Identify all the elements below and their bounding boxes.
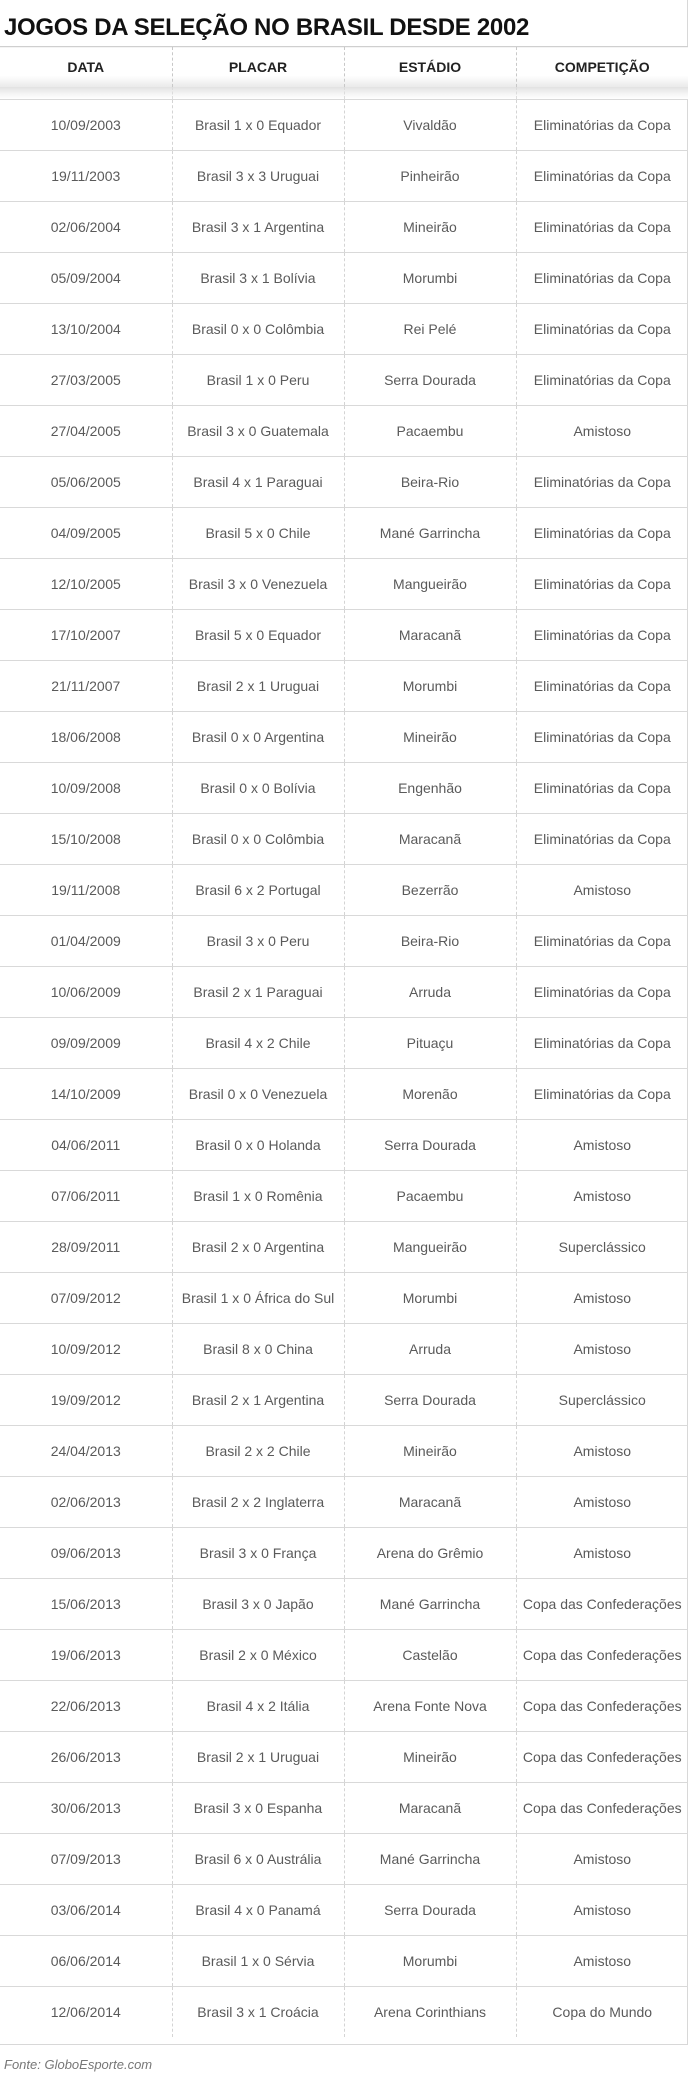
table-row (0, 1528, 688, 1579)
cell-competition: Amistoso (516, 1426, 688, 1477)
cell-score: Brasil 0 x 0 Argentina (172, 712, 344, 763)
table-row (0, 1834, 688, 1885)
cell-date: 15/10/2008 (0, 814, 172, 865)
cell-stadium: Mané Garrincha (344, 1834, 516, 1885)
table-row (0, 814, 688, 865)
cell-score: Brasil 3 x 0 Japão (172, 1579, 344, 1630)
cell-date: 17/10/2007 (0, 610, 172, 661)
cell-competition: Copa das Confederações (516, 1732, 688, 1783)
cell-stadium: Mineirão (344, 712, 516, 763)
table-row (0, 661, 688, 712)
cell-score: Brasil 1 x 0 Sérvia (172, 1936, 344, 1987)
cell-stadium: Pinheirão (344, 151, 516, 202)
cell-score: Brasil 2 x 2 Chile (172, 1426, 344, 1477)
cell-date: 15/06/2013 (0, 1579, 172, 1630)
cell-competition: Eliminatórias da Copa (516, 457, 688, 508)
cell-date: 06/06/2014 (0, 1936, 172, 1987)
cell-score: Brasil 4 x 2 Itália (172, 1681, 344, 1732)
cell-competition: Copa das Confederações (516, 1783, 688, 1834)
cell-competition: Amistoso (516, 1834, 688, 1885)
cell-score: Brasil 6 x 0 Austrália (172, 1834, 344, 1885)
cell-date: 19/11/2008 (0, 865, 172, 916)
table-row (0, 1987, 688, 2038)
cell-competition: Amistoso (516, 865, 688, 916)
table-row (0, 1732, 688, 1783)
cell-stadium: Morumbi (344, 1273, 516, 1324)
cell-stadium: Maracanã (344, 1477, 516, 1528)
table-row (0, 1579, 688, 1630)
cell-competition: Copa das Confederações (516, 1681, 688, 1732)
cell-score: Brasil 1 x 0 Equador (172, 100, 344, 151)
table-row (0, 559, 688, 610)
cell-stadium: Arena Fonte Nova (344, 1681, 516, 1732)
cell-stadium: Rei Pelé (344, 304, 516, 355)
cell-stadium: Morumbi (344, 1936, 516, 1987)
cell-competition: Amistoso (516, 1885, 688, 1936)
cell-date: 05/06/2005 (0, 457, 172, 508)
cell-stadium: Vivaldão (344, 100, 516, 151)
cell-competition: Amistoso (516, 406, 688, 457)
cell-competition: Eliminatórias da Copa (516, 151, 688, 202)
cell-competition: Eliminatórias da Copa (516, 202, 688, 253)
column-header-data: DATA (0, 47, 172, 88)
cell-stadium: Castelão (344, 1630, 516, 1681)
cell-competition: Copa do Mundo (516, 1987, 688, 2038)
cell-stadium: Morumbi (344, 661, 516, 712)
cell-date: 09/09/2009 (0, 1018, 172, 1069)
cell-score: Brasil 2 x 1 Paraguai (172, 967, 344, 1018)
table-row (0, 202, 688, 253)
cell-competition: Eliminatórias da Copa (516, 1018, 688, 1069)
cell-stadium: Mangueirão (344, 559, 516, 610)
table-row (0, 1783, 688, 1834)
cell-score: Brasil 2 x 2 Inglaterra (172, 1477, 344, 1528)
cell-score: Brasil 5 x 0 Chile (172, 508, 344, 559)
header-shadow-row (0, 87, 688, 100)
cell-score: Brasil 4 x 1 Paraguai (172, 457, 344, 508)
table-row (0, 1222, 688, 1273)
cell-score: Brasil 8 x 0 China (172, 1324, 344, 1375)
cell-competition: Eliminatórias da Copa (516, 355, 688, 406)
cell-date: 19/09/2012 (0, 1375, 172, 1426)
cell-competition: Eliminatórias da Copa (516, 1069, 688, 1120)
cell-stadium: Maracanã (344, 814, 516, 865)
cell-score: Brasil 3 x 0 Peru (172, 916, 344, 967)
cell-stadium: Maracanã (344, 1783, 516, 1834)
cell-date: 04/09/2005 (0, 508, 172, 559)
cell-date: 14/10/2009 (0, 1069, 172, 1120)
cell-competition: Eliminatórias da Copa (516, 100, 688, 151)
cell-competition: Eliminatórias da Copa (516, 916, 688, 967)
cell-stadium: Serra Dourada (344, 355, 516, 406)
column-header-estadio: ESTÁDIO (344, 47, 516, 88)
cell-score: Brasil 0 x 0 Holanda (172, 1120, 344, 1171)
cell-score: Brasil 2 x 1 Uruguai (172, 1732, 344, 1783)
table-body (0, 87, 688, 2037)
cell-competition: Eliminatórias da Copa (516, 712, 688, 763)
cell-stadium: Mané Garrincha (344, 508, 516, 559)
cell-competition: Eliminatórias da Copa (516, 661, 688, 712)
cell-date: 07/09/2013 (0, 1834, 172, 1885)
table-row (0, 916, 688, 967)
cell-date: 30/06/2013 (0, 1783, 172, 1834)
table-row (0, 355, 688, 406)
cell-score: Brasil 2 x 1 Uruguai (172, 661, 344, 712)
cell-competition: Eliminatórias da Copa (516, 559, 688, 610)
cell-date: 07/09/2012 (0, 1273, 172, 1324)
cell-date: 21/11/2007 (0, 661, 172, 712)
cell-date: 27/03/2005 (0, 355, 172, 406)
cell-date: 10/09/2008 (0, 763, 172, 814)
cell-date: 27/04/2005 (0, 406, 172, 457)
cell-date: 07/06/2011 (0, 1171, 172, 1222)
table-row (0, 1936, 688, 1987)
cell-stadium: Engenhão (344, 763, 516, 814)
cell-score: Brasil 2 x 1 Argentina (172, 1375, 344, 1426)
cell-score: Brasil 4 x 0 Panamá (172, 1885, 344, 1936)
source-credit: Fonte: GloboEsporte.com (4, 2057, 153, 2072)
cell-score: Brasil 1 x 0 África do Sul (172, 1273, 344, 1324)
table-row (0, 1171, 688, 1222)
table-row (0, 865, 688, 916)
cell-date: 12/10/2005 (0, 559, 172, 610)
cell-competition: Amistoso (516, 1273, 688, 1324)
cell-score: Brasil 4 x 2 Chile (172, 1018, 344, 1069)
cell-stadium: Pituaçu (344, 1018, 516, 1069)
table-row (0, 610, 688, 661)
cell-competition: Amistoso (516, 1477, 688, 1528)
cell-stadium: Mineirão (344, 1732, 516, 1783)
cell-stadium: Morenão (344, 1069, 516, 1120)
table-row (0, 1885, 688, 1936)
cell-stadium: Serra Dourada (344, 1120, 516, 1171)
cell-score: Brasil 2 x 0 México (172, 1630, 344, 1681)
cell-stadium: Arena do Grêmio (344, 1528, 516, 1579)
cell-stadium: Pacaembu (344, 406, 516, 457)
cell-competition: Eliminatórias da Copa (516, 508, 688, 559)
cell-score: Brasil 0 x 0 Bolívia (172, 763, 344, 814)
cell-score: Brasil 1 x 0 Romênia (172, 1171, 344, 1222)
table-row (0, 508, 688, 559)
cell-competition: Eliminatórias da Copa (516, 967, 688, 1018)
cell-date: 12/06/2014 (50, 2004, 121, 2020)
table-row (0, 1630, 688, 1681)
table-header (0, 47, 688, 88)
cell-score: Brasil 3 x 1 Croácia (172, 1987, 344, 2038)
cell-score: Brasil 3 x 0 Espanha (172, 1783, 344, 1834)
table-row (0, 1375, 688, 1426)
cell-score: Brasil 3 x 3 Uruguai (172, 151, 344, 202)
cell-competition: Amistoso (516, 1324, 688, 1375)
cell-score: Brasil 5 x 0 Equador (172, 610, 344, 661)
header-row (0, 47, 688, 88)
cell-stadium: Mineirão (344, 202, 516, 253)
cell-stadium: Mineirão (344, 1426, 516, 1477)
cell-competition: Amistoso (516, 1936, 688, 1987)
cell-stadium: Arruda (344, 967, 516, 1018)
cell-date: 04/06/2011 (0, 1120, 172, 1171)
cell-competition: Superclássico (516, 1375, 688, 1426)
table-row (0, 1681, 688, 1732)
cell-date: 10/09/2003 (0, 100, 172, 151)
cell-score: Brasil 6 x 2 Portugal (172, 865, 344, 916)
cell-stadium: Serra Dourada (344, 1375, 516, 1426)
cell-stadium: Serra Dourada (344, 1885, 516, 1936)
cell-competition: Superclássico (516, 1222, 688, 1273)
cell-score: Brasil 3 x 0 Guatemala (172, 406, 344, 457)
cell-date: 26/06/2013 (0, 1732, 172, 1783)
cell-stadium: Beira-Rio (344, 916, 516, 967)
cell-date: 28/09/2011 (0, 1222, 172, 1273)
cell-stadium: Mangueirão (344, 1222, 516, 1273)
cell-competition: Copa das Confederações (516, 1579, 688, 1630)
table-row (0, 253, 688, 304)
cell-score: Brasil 0 x 0 Colômbia (172, 814, 344, 865)
cell-competition: Amistoso (516, 1528, 688, 1579)
table-row (0, 100, 688, 151)
cell-date: 19/06/2013 (0, 1630, 172, 1681)
cell-score: Brasil 3 x 0 Venezuela (172, 559, 344, 610)
column-header-placar: PLACAR (172, 47, 344, 88)
cell-score: Brasil 3 x 1 Bolívia (172, 253, 344, 304)
cell-stadium: Pacaembu (344, 1171, 516, 1222)
cell-date: 10/06/2009 (0, 967, 172, 1018)
cell-date: 02/06/2013 (0, 1477, 172, 1528)
cell-score: Brasil 3 x 0 França (172, 1528, 344, 1579)
table-row (0, 1477, 688, 1528)
cell-stadium: Bezerrão (344, 865, 516, 916)
cell-stadium: Beira-Rio (344, 457, 516, 508)
table-row (0, 1426, 688, 1477)
cell-stadium: Arruda (344, 1324, 516, 1375)
table-row (0, 1120, 688, 1171)
cell-competition: Amistoso (516, 1171, 688, 1222)
cell-date: 19/11/2003 (0, 151, 172, 202)
table-row (0, 1018, 688, 1069)
cell-date: 10/09/2012 (0, 1324, 172, 1375)
cell-score: Brasil 3 x 1 Argentina (172, 202, 344, 253)
table-row (0, 1273, 688, 1324)
cell-competition: Copa das Confederações (516, 1630, 688, 1681)
cell-stadium: Morumbi (344, 253, 516, 304)
cell-date: 09/06/2013 (0, 1528, 172, 1579)
cell-date: 13/10/2004 (0, 304, 172, 355)
cell-stadium: Arena Corinthians (344, 1987, 516, 2038)
cell-score: Brasil 2 x 0 Argentina (172, 1222, 344, 1273)
table-row (0, 304, 688, 355)
cell-competition: Eliminatórias da Copa (516, 814, 688, 865)
cell-date: 02/06/2004 (0, 202, 172, 253)
page-title: JOGOS DA SELEÇÃO NO BRASIL DESDE 2002 (4, 14, 530, 41)
cell-competition: Eliminatórias da Copa (516, 610, 688, 661)
cell-date: 01/04/2009 (0, 916, 172, 967)
table-row (0, 712, 688, 763)
cell-date: 24/04/2013 (0, 1426, 172, 1477)
table-row (0, 406, 688, 457)
cell-competition: Eliminatórias da Copa (516, 304, 688, 355)
table-row (0, 1069, 688, 1120)
cell-score: Brasil 0 x 0 Colômbia (172, 304, 344, 355)
cell-date: 22/06/2013 (0, 1681, 172, 1732)
cell-date: 18/06/2008 (0, 712, 172, 763)
cell-score: Brasil 1 x 0 Peru (172, 355, 344, 406)
cell-competition: Amistoso (516, 1120, 688, 1171)
table-row (0, 967, 688, 1018)
table-row (0, 1324, 688, 1375)
table-row (0, 457, 688, 508)
cell-competition: Eliminatórias da Copa (516, 763, 688, 814)
table-row (0, 763, 688, 814)
cell-score: Brasil 0 x 0 Venezuela (172, 1069, 344, 1120)
column-header-competicao: COMPETIÇÃO (516, 47, 688, 88)
cell-stadium: Mané Garrincha (344, 1579, 516, 1630)
cell-date: 03/06/2014 (0, 1885, 172, 1936)
cell-competition: Eliminatórias da Copa (516, 253, 688, 304)
cell-stadium: Maracanã (344, 610, 516, 661)
cell-date: 05/09/2004 (0, 253, 172, 304)
table-row (0, 151, 688, 202)
matches-table (0, 46, 688, 2037)
